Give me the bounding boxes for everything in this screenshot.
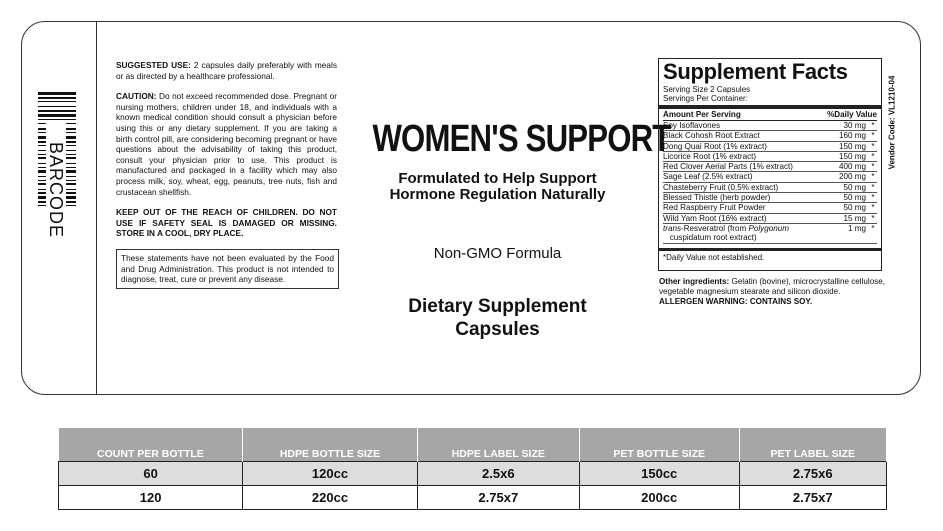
facts-dv: * bbox=[869, 203, 877, 213]
facts-amount: 150 mg bbox=[819, 141, 869, 151]
facts-ingredient: Soy Isoflavones bbox=[663, 121, 819, 131]
barcode-bar bbox=[38, 106, 76, 107]
facts-amount: 160 mg bbox=[819, 131, 869, 141]
facts-dv: * bbox=[869, 141, 877, 151]
facts-dv: * bbox=[869, 172, 877, 182]
facts-row bbox=[663, 182, 877, 192]
facts-ingredient: Chasteberry Fruit (0.5% extract) bbox=[663, 182, 819, 192]
facts-dv: * bbox=[869, 151, 877, 161]
facts-row bbox=[663, 121, 877, 131]
spec-cell: 150cc bbox=[579, 461, 739, 485]
facts-amount: 200 mg bbox=[819, 172, 869, 182]
facts-ingredient: trans-Resveratrol (from Polygonum cuspidatum root extract) bbox=[663, 223, 819, 243]
fda-statement: These statements have not been evaluated by the Food and Drug Administration. This product is not intended to diagnose, treat, cure or prevent any disease. bbox=[116, 249, 339, 289]
facts-row bbox=[663, 203, 877, 213]
spec-cell: 2.75x7 bbox=[417, 485, 579, 509]
facts-row bbox=[663, 172, 877, 182]
facts-ingredient: Blessed Thistle (herb powder) bbox=[663, 193, 819, 203]
spec-header: PET LABEL SIZE bbox=[739, 428, 887, 461]
barcode-bar bbox=[38, 97, 76, 99]
facts-row bbox=[663, 141, 877, 151]
serving-size: Serving Size 2 Capsules bbox=[663, 85, 751, 94]
spec-cell: 2.75x7 bbox=[739, 485, 887, 509]
spec-cell: 220cc bbox=[243, 485, 417, 509]
facts-amount: 15 mg bbox=[819, 213, 869, 223]
spec-row bbox=[59, 461, 887, 485]
spec-cell: 60 bbox=[59, 461, 243, 485]
other-ingredients: Other ingredients: Gelatin (bovine), microcrystalline cellulose, vegetable magnesium stearate and silicon dioxide. ALLERGEN WARNING: CONTAINS SOY. bbox=[659, 277, 886, 306]
usage-column bbox=[116, 60, 337, 289]
facts-amount: 1 mg bbox=[819, 223, 869, 243]
bottle-spec-table bbox=[58, 428, 887, 510]
spec-cell: 2.5x6 bbox=[417, 461, 579, 485]
spec-header: HDPE LABEL SIZE bbox=[417, 428, 579, 461]
facts-ingredient: Red Clover Aerial Parts (1% extract) bbox=[663, 162, 819, 172]
barcode-divider bbox=[96, 21, 97, 395]
keep-out-warning: KEEP OUT OF THE REACH OF CHILDREN. DO NOT USE IF SAFETY SEAL IS DAMAGED OR MISSING. STORE IN A COOL, DRY PLACE. bbox=[116, 207, 337, 239]
facts-amount: 50 mg bbox=[819, 203, 869, 213]
facts-col-dv: %Daily Value bbox=[819, 109, 877, 121]
facts-amount: 400 mg bbox=[819, 162, 869, 172]
facts-amount: 150 mg bbox=[819, 151, 869, 161]
barcode-area bbox=[38, 92, 76, 294]
servings-per-container: Servings Per Container: bbox=[663, 94, 748, 103]
spec-header: PET BOTTLE SIZE bbox=[579, 428, 739, 461]
suggested-use: SUGGESTED USE: 2 capsules daily preferably with meals or as directed by a healthcare professional. bbox=[116, 60, 337, 81]
allergen-warning: ALLERGEN WARNING: CONTAINS SOY. bbox=[659, 297, 813, 306]
barcode-bar bbox=[38, 110, 76, 112]
facts-ingredient: Licorice Root (1% extract) bbox=[663, 151, 819, 161]
facts-row bbox=[663, 213, 877, 223]
vendor-code: Vendor Code: VL1210-04 bbox=[887, 75, 897, 170]
dietary-supplement-text: Dietary Supplement Capsules bbox=[408, 296, 587, 340]
spec-cell: 200cc bbox=[579, 485, 739, 509]
facts-dv: * bbox=[869, 162, 877, 172]
facts-dv: * bbox=[869, 182, 877, 192]
facts-amount: 50 mg bbox=[819, 193, 869, 203]
facts-table bbox=[663, 109, 877, 244]
spec-header: HDPE BOTTLE SIZE bbox=[243, 428, 417, 461]
facts-row bbox=[663, 131, 877, 141]
spec-header: COUNT PER BOTTLE bbox=[59, 428, 243, 461]
supplement-facts-panel bbox=[658, 58, 882, 271]
barcode-bar bbox=[38, 114, 76, 117]
facts-ingredient: Sage Leaf (2.5% extract) bbox=[663, 172, 819, 182]
spec-cell: 120cc bbox=[243, 461, 417, 485]
facts-row bbox=[663, 162, 877, 172]
facts-dv: * bbox=[869, 121, 877, 131]
facts-dv: * bbox=[869, 131, 877, 141]
facts-footnote: *Daily Value not established. bbox=[659, 248, 881, 262]
caution: CAUTION: Do not exceed recommended dose. Pregnant or nursing mothers, children under 18, and individuals with a known medical condition should consult a physician before using this or any dietary supplement. If you are taking a birth control pill, are considering becoming pregnant or have questions about the advisability of taking this product, consult your physician prior to use. This product is manufactured and packaged in a facility which may also process milk, soy, wheat, egg, peanuts, tree nuts, fish and crustacean shellfish. bbox=[116, 91, 337, 197]
facts-amount: 30 mg bbox=[819, 121, 869, 131]
non-gmo-text: Non-GMO Formula bbox=[433, 245, 562, 262]
spec-row bbox=[59, 485, 887, 509]
barcode-bar bbox=[38, 101, 76, 102]
product-subtitle: Formulated to Help Support Hormone Regulation Naturally bbox=[389, 170, 606, 203]
facts-ingredient: Wild Yam Root (16% extract) bbox=[663, 213, 819, 223]
facts-row bbox=[663, 223, 877, 243]
facts-amount: 50 mg bbox=[819, 182, 869, 192]
spec-cell: 2.75x6 bbox=[739, 461, 887, 485]
facts-ingredient: Black Cohosh Root Extract bbox=[663, 131, 819, 141]
barcode-bar bbox=[38, 92, 76, 95]
facts-dv: * bbox=[869, 213, 877, 223]
product-title: WOMEN'S SUPPORT bbox=[372, 118, 671, 160]
facts-ingredient: Dong Quai Root (1% extract) bbox=[663, 141, 819, 151]
facts-title: Supplement Facts bbox=[663, 59, 848, 84]
facts-dv: * bbox=[869, 223, 877, 243]
facts-row bbox=[663, 193, 877, 203]
barcode-label: BARCODE bbox=[46, 120, 66, 260]
spec-cell: 120 bbox=[59, 485, 243, 509]
facts-ingredient: Red Raspberry Fruit Powder bbox=[663, 203, 819, 213]
facts-dv: * bbox=[869, 193, 877, 203]
facts-col-amount: Amount Per Serving bbox=[663, 109, 819, 121]
facts-row bbox=[663, 151, 877, 161]
